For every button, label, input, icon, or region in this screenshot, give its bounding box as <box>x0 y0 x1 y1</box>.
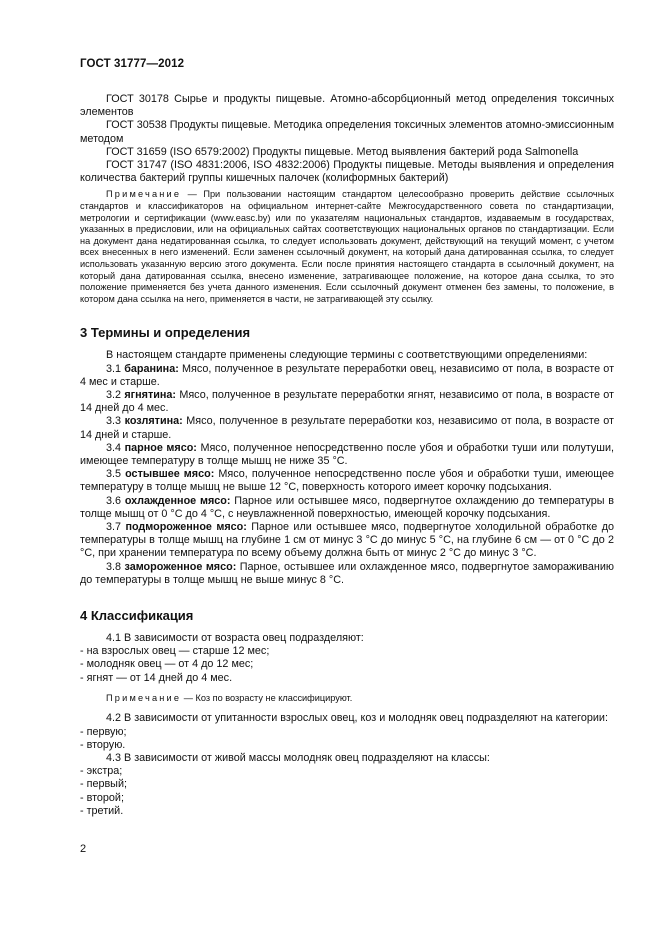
note-goats <box>80 693 614 705</box>
term-3-2: 3.2 ягнятина: Мясо, полученное в результате переработки ягнят, независимо от пола, в возрасте от 14 дней до 4 мес. <box>80 388 615 415</box>
list-item: - экстра; <box>80 765 123 778</box>
section-4-title: 4 Классификация <box>80 608 194 624</box>
section-3-intro: В настоящем стандарте применены следующие термины с соответствующими определениями: <box>106 349 588 362</box>
term-3-8: 3.8 замороженное мясо: Парное, остывшее или охлажденное мясо, подвергнутое замораживанию до температуры в толще мышц не выше минус 8 °С. <box>80 560 615 586</box>
term-definition: Мясо, полученное в результате переработки овец, независимо от пола, в возрасте от 4 мес и старше. <box>80 362 615 388</box>
page-number: 2 <box>80 843 87 855</box>
list-item: - третий. <box>80 804 124 817</box>
list-item: - ягнят — от 14 дней до 4 мес. <box>80 671 233 684</box>
list-item: - на взрослых овец — старше 12 мес; <box>80 645 270 658</box>
reference-gost-30178: ГОСТ 30178 Сырье и продукты пищевые. Атомно-абсорбционный метод определения токсичных элементов <box>80 93 614 119</box>
term-3-7: 3.7 подмороженное мясо: Парное или остывшее мясо, подвергнутое холодильной обработке до температуры в толще мышц на глубине 1 см от минус 3 °С до минус 5 °С, на глубине 6 см — от 0 °С до 2 °С, при хранении температура по всему объему должна быть от минус 2 °С до минус 3 °С. <box>80 521 614 560</box>
reference-gost-31747: ГОСТ 31747 (ISO 4831:2006, ISO 4832:2006) Продукты пищевые. Методы выявления и определения количества бактерий группы кишечных палочек (колиформных бактерий) <box>80 159 614 185</box>
term-name: баранина: <box>124 362 179 375</box>
list-item: - первый; <box>80 778 127 791</box>
term-name: замороженное мясо: <box>124 560 237 573</box>
term-3-4: 3.4 парное мясо: Мясо, полученное непосредственно после убоя и обработки туши или полутуши, имеющее температуру в толще мышц не ниже 35 °С. <box>80 441 615 467</box>
document-header: ГОСТ 31777—2012 <box>80 58 185 70</box>
term-3-1: 3.1 баранина: Мясо, полученное в результате переработки овец, независимо от пола, в возрасте от 4 мес и старше. <box>80 362 615 388</box>
note-label: Примечание <box>106 189 182 200</box>
list-item: - второй; <box>80 791 124 804</box>
term-3-5: 3.5 остывшее мясо: Мясо, полученное непосредственно после убоя и обработки туши, имеющее температуру в толще мышц не выше 12 °С, поверхность которого имеет корочку подсыхания. <box>80 468 615 494</box>
clause-4-3: 4.3 В зависимости от живой массы молодняк овец подразделяют на классы: <box>106 752 490 765</box>
term-name: козлятина: <box>124 415 183 428</box>
term-name: ягнятина: <box>124 388 177 401</box>
document-body <box>80 93 614 818</box>
list-item: - вторую. <box>80 738 126 751</box>
note-text: — При пользовании настоящим стандартом целесообразно проверить действие ссылочных стандартов и классификаторов на официальном интернет-сайте Межгосударственного совета по стандартизации, метрологии и сертификации (www.easc.by) или по указателям национальных стандартов, издаваемым в государствах, указанных в предисловии, или на официальных сайтах соответствующих национальных органов по стандартизации. Если на документ дана недатированная ссылка, то следует использовать документ, действующий на текущий момент, с учетом всех внесенных в него изменений. Если заменен ссылочный документ, на который дана датированная ссылка, то следует использовать указанную версию этого документа. Если после принятия настоящего стандарта в ссылочный документ, на который дана датированная ссылка, внесено изменение, затрагивающее положение, на которое дана ссылка, то это положение применяется без учета данного изменения. Если ссылочный документ отменен без замены, то положение, в котором дана ссылка на него, применяется в части, не затрагивающей эту ссылку. <box>80 189 614 304</box>
list-item: - первую; <box>80 725 127 738</box>
term-definition: Парное, остывшее или охлажденное мясо, подвергнутое замораживанию до температуры в толще мышц не выше минус 8 °С. <box>80 560 615 586</box>
term-definition: Мясо, полученное непосредственно после убоя и обработки туши, имеющее температуру в толще мышц не выше 12 °С, поверхность которого имеет корочку подсыхания. <box>80 468 615 494</box>
clause-4-2: 4.2 В зависимости от упитанности взрослых овец, коз и молодняк овец подразделяют на категории: <box>106 712 608 725</box>
term-definition: Парное или остывшее мясо, подвергнутое холодильной обработке до температуры в толще мышц на глубине 1 см от минус 3 °С до минус 5 °С, на глубине 6 см — от 0 °С до 2 °С, при хранении температура по всему объему должна быть от минус 2 °С до минус 3 °С. <box>80 521 614 560</box>
reference-gost-30538: ГОСТ 30538 Продукты пищевые. Методика определения токсичных элементов атомно-эмиссионным методом <box>80 119 614 145</box>
note-references <box>80 189 614 305</box>
term-name: охлажденное мясо: <box>124 494 231 507</box>
term-definition: Парное или остывшее мясо, подвергнутое охлаждению до температуры в толще мышц от 0 °С до 4 °С, с неувлажненной поверхностью, имеющей корочку подсыхания. <box>80 494 615 520</box>
term-definition: Мясо, полученное непосредственно после убоя и обработки туши или полутуши, имеющее температуру в толще мышц не ниже 35 °С. <box>80 441 615 467</box>
section-3-title: 3 Термины и определения <box>80 325 251 341</box>
term-name: подмороженное мясо: <box>125 521 247 533</box>
clause-4-1: 4.1 В зависимости от возраста овец подразделяют: <box>106 632 364 645</box>
term-name: парное мясо: <box>124 441 197 454</box>
term-definition: Мясо, полученное в результате переработки коз, независимо от пола, в возрасте от 14 дней и старше. <box>80 415 614 441</box>
term-name: остывшее мясо: <box>125 468 215 481</box>
term-3-6: 3.6 охлажденное мясо: Парное или остывшее мясо, подвергнутое охлаждению до температуры в толще мышц от 0 °С до 4 °С, с неувлажненной поверхностью, имеющей корочку подсыхания. <box>80 494 615 520</box>
term-3-3: 3.3 козлятина: Мясо, полученное в результате переработки коз, независимо от пола, в возрасте от 14 дней и старше. <box>80 415 614 441</box>
reference-gost-31659: ГОСТ 31659 (ISO 6579:2002) Продукты пищевые. Метод выявления бактерий рода Salmonella <box>106 145 579 158</box>
note-label: Примечание <box>106 692 182 703</box>
note-text: — Коз по возрасту не классифицируют. <box>183 692 353 703</box>
term-definition: Мясо, полученное в результате переработки ягнят, независимо от пола, в возрасте от 14 дней до 4 мес. <box>80 388 615 415</box>
list-item: - молодняк овец — от 4 до 12 мес; <box>80 658 254 671</box>
